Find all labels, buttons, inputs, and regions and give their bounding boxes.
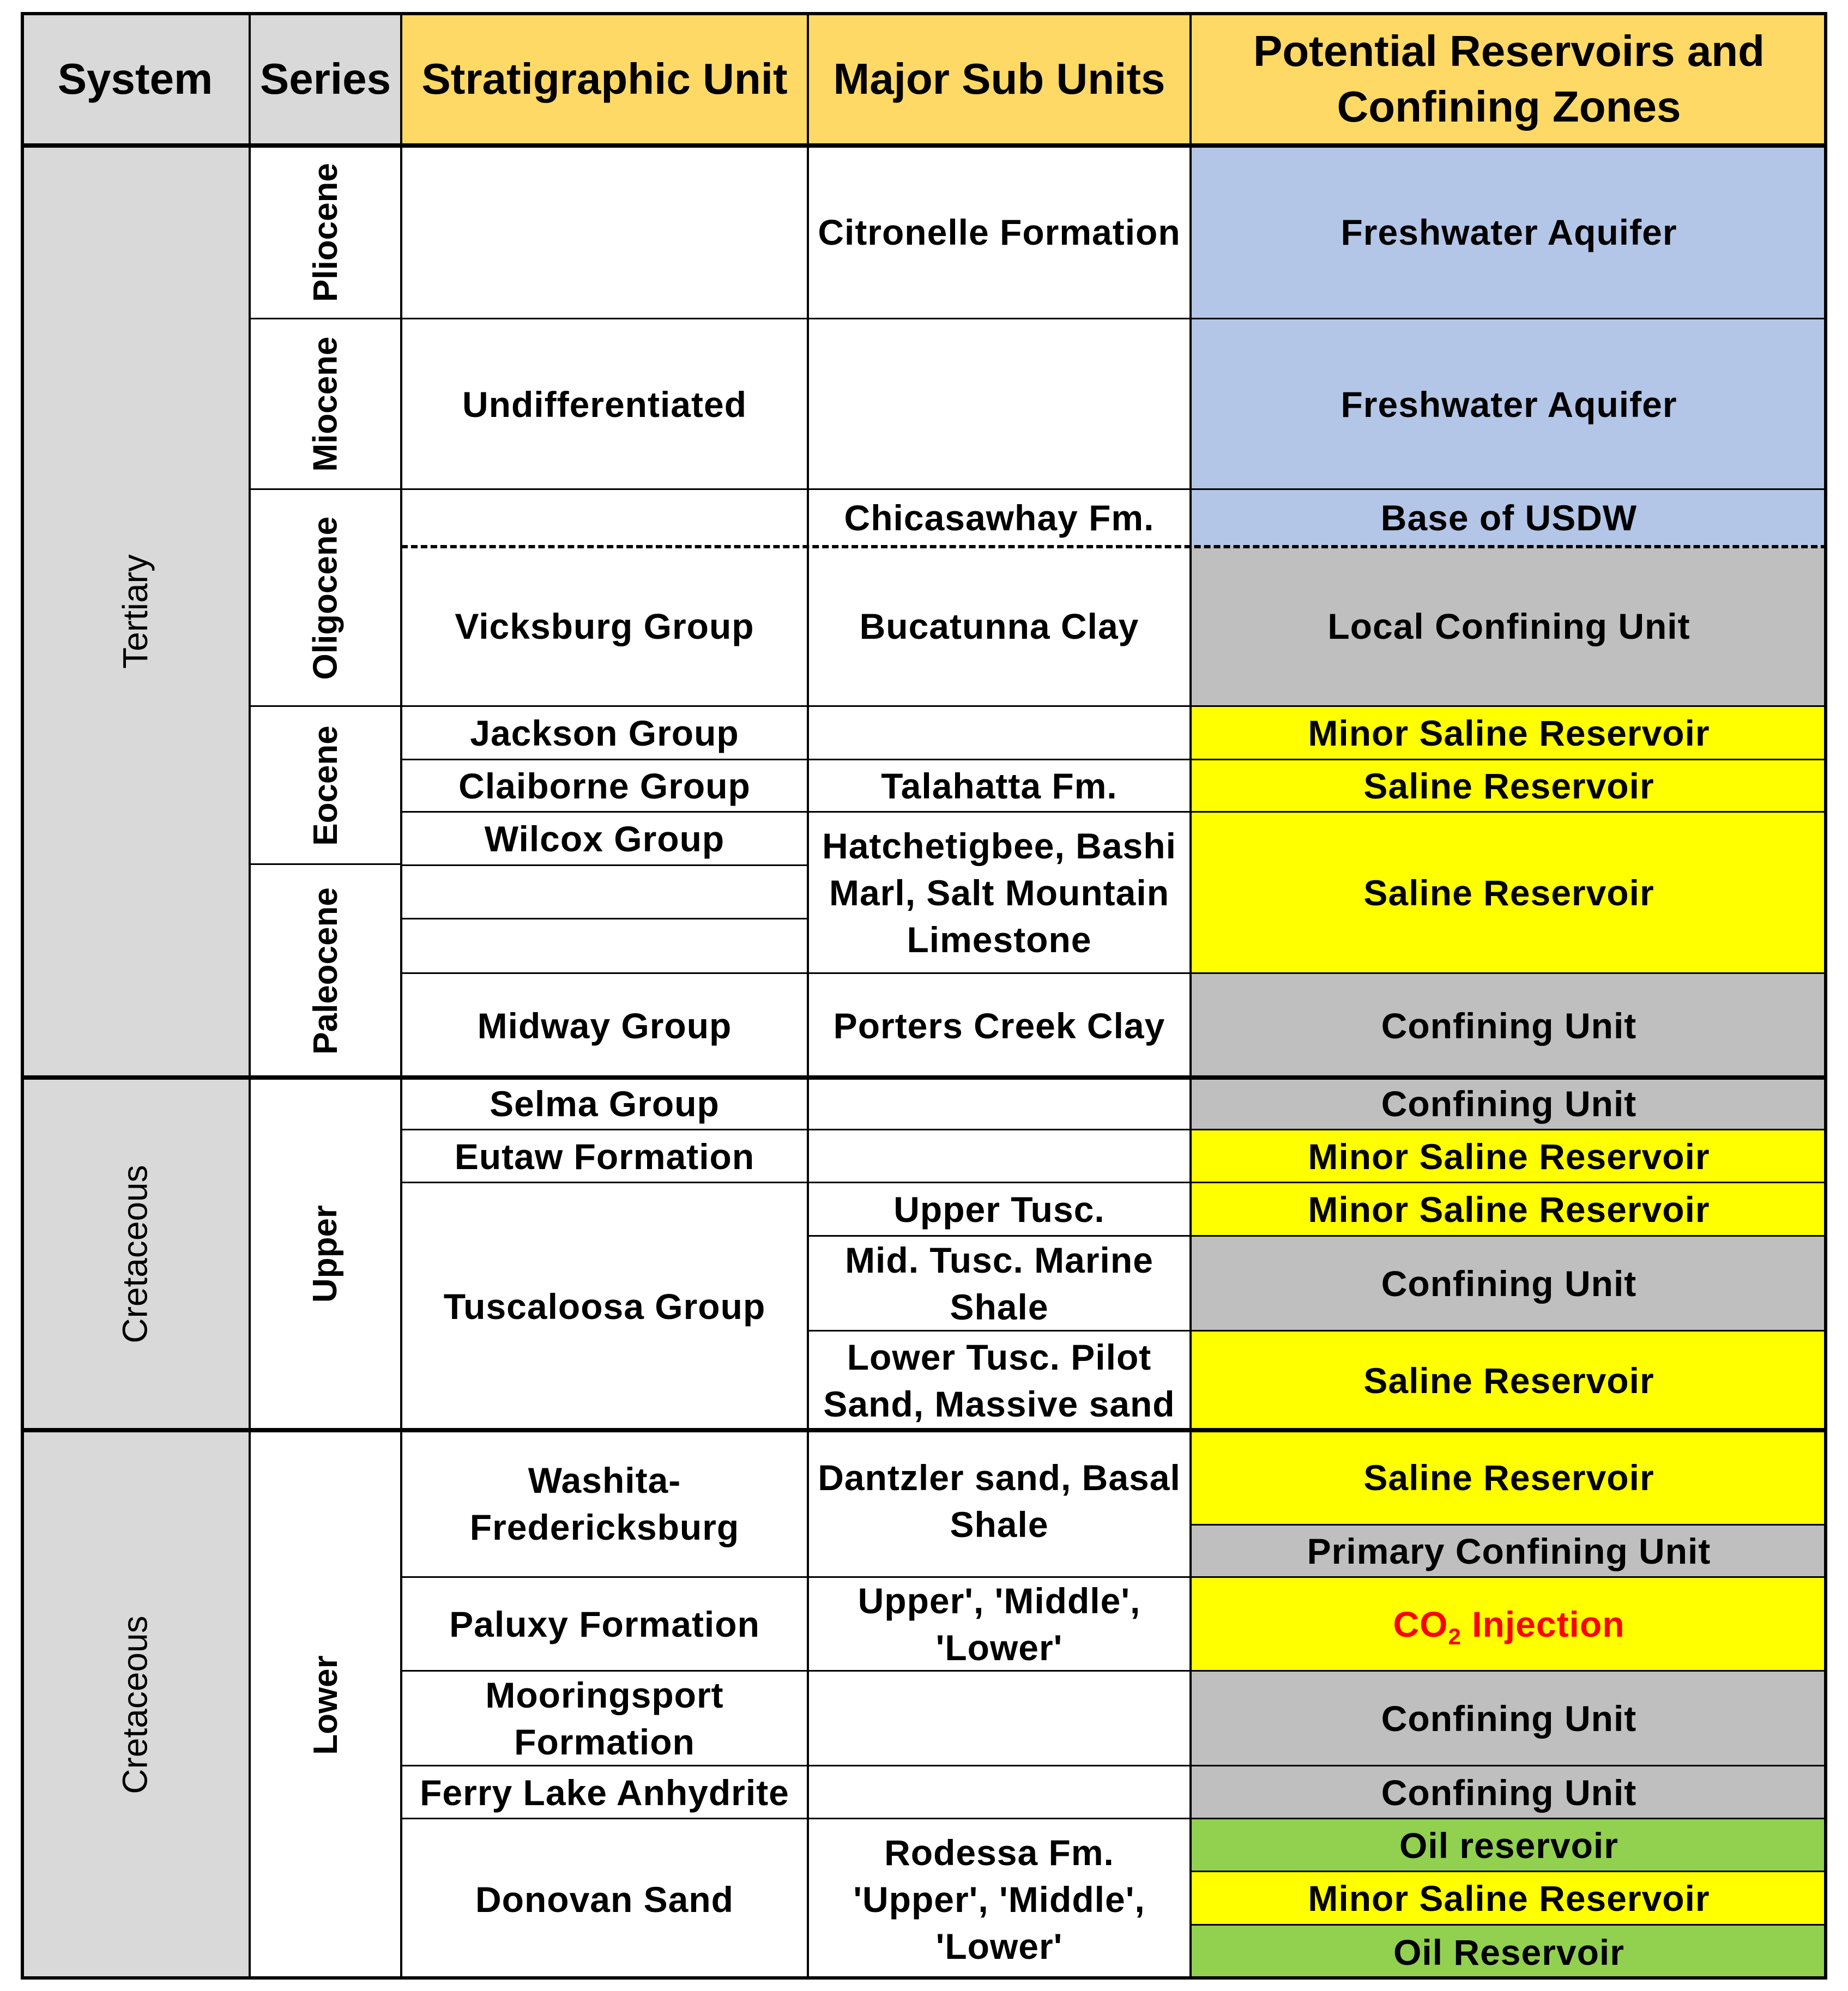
system-lower-cretaceous: Cretaceous (21, 1430, 250, 1980)
line-upper-mid-tusc (808, 1235, 1827, 1237)
zone-local-confining-unit: Local Confining Unit (1191, 546, 1827, 706)
line-ferry-lake-donovan (401, 1818, 1827, 1819)
unit-wilcox: Wilcox Group (484, 819, 725, 859)
sub-bucatunna: Bucatunna Clay (859, 606, 1139, 646)
sub-hatchetigbee: Hatchetigbee, Bashi Marl, Salt Mountain Limestone (822, 826, 1176, 960)
sub-chicasawhay: Chicasawhay Fm. (844, 498, 1155, 538)
usdw-dashed-boundary (401, 545, 1827, 548)
line-mooringsport-ferry-lake (401, 1765, 1827, 1766)
line-miocene-oligocene (250, 488, 1827, 490)
line-jackson-claiborne (401, 759, 1827, 760)
zone-confining-unit-2: Confining Unit (1191, 1078, 1827, 1130)
line-paluxy-mooringsport (401, 1670, 1827, 1672)
zone-saline-reservoir-2: Saline Reservoir (1191, 812, 1827, 973)
zone-minor-saline-reservoir-2: Minor Saline Reservoir (1191, 1130, 1827, 1183)
zone-confining-unit-4: Confining Unit (1191, 1671, 1827, 1766)
unit-donovan: Donovan Sand (475, 1879, 734, 1920)
col-line-4 (1189, 12, 1192, 1980)
col-line-3 (807, 12, 809, 1980)
zone-base-of-usdw: Base of USDW (1191, 489, 1827, 546)
line-blank-blank (401, 918, 808, 919)
unit-selma: Selma Group (490, 1084, 720, 1124)
sub-paluxy: Upper', 'Middle', 'Lower' (857, 1581, 1141, 1668)
zone-confining-unit-1: Confining Unit (1191, 973, 1827, 1078)
line-claiborne-wilcox (401, 811, 1827, 813)
zone-saline-reservoir-3: Saline Reservoir (1191, 1331, 1827, 1430)
col-line-2 (400, 12, 402, 1980)
series-miocene: Miocene (306, 336, 345, 472)
unit-undifferentiated: Undifferentiated (462, 384, 747, 425)
header-potential-reservoirs: Potential Reservoirs and Confining Zones (1191, 12, 1827, 146)
tertiary-cretaceous-line (21, 1075, 1827, 1080)
zone-minor-saline-reservoir-4: Minor Saline Reservoir (1191, 1872, 1827, 1925)
line-eutaw-tuscaloosa (401, 1182, 1827, 1183)
system-upper-cretaceous: Cretaceous (21, 1078, 250, 1430)
line-selma-eutaw (401, 1129, 1827, 1130)
border-left (21, 12, 24, 1980)
zone-confining-unit-5: Confining Unit (1191, 1766, 1827, 1819)
zone-oil-reservoir-2: Oil Reservoir (1191, 1925, 1827, 1980)
series-lower: Lower (306, 1655, 345, 1755)
zone-saline-reservoir-1: Saline Reservoir (1191, 760, 1827, 812)
unit-claiborne: Claiborne Group (458, 766, 751, 806)
series-upper: Upper (306, 1205, 345, 1303)
sub-citronelle: Citronelle Formation (818, 212, 1181, 252)
unit-eutaw: Eutaw Formation (454, 1136, 755, 1177)
header-major-sub-units: Major Sub Units (808, 12, 1191, 146)
series-pliocene: Pliocene (306, 162, 345, 302)
border-right (1824, 12, 1827, 1980)
sub-mid-tusc: Mid. Tusc. Marine Shale (845, 1240, 1154, 1327)
col-line-1 (249, 12, 251, 1980)
system-tertiary: Tertiary (21, 146, 250, 1078)
header-series: Series (250, 12, 401, 146)
line-oil-minor-saline (1191, 1871, 1827, 1872)
unit-mooringsport: Mooringsport Formation (485, 1675, 724, 1762)
co2-label: $CO_2$ Injection (1393, 1604, 1625, 1649)
series-paleocene: Paleocene (306, 887, 345, 1055)
unit-ferry-lake: Ferry Lake Anhydrite (420, 1772, 789, 1813)
sub-upper-tusc: Upper Tusc. (893, 1189, 1105, 1230)
sub-lower-tusc: Lower Tusc. Pilot Sand, Massive sand (823, 1337, 1175, 1424)
header-system: System (21, 12, 250, 146)
sub-dantzler: Dantzler sand, Basal Shale (818, 1457, 1181, 1545)
unit-washita-fredericksburg: Washita-Fredericksburg (469, 1460, 740, 1547)
unit-paluxy: Paluxy Formation (449, 1604, 760, 1644)
line-eocene-paleocene (250, 863, 401, 865)
series-eocene: Eocene (306, 725, 345, 846)
line-mid-lower-tusc (808, 1330, 1827, 1332)
zone-freshwater-aquifer-2: Freshwater Aquifer (1191, 319, 1827, 489)
series-oligocene: Oligocene (306, 516, 345, 680)
sub-porters-creek: Porters Creek Clay (833, 1005, 1165, 1046)
zone-oil-reservoir-1: Oil reservoir (1191, 1819, 1827, 1872)
line-wilcox-blank (401, 864, 808, 866)
zone-minor-saline-reservoir-3: Minor Saline Reservoir (1191, 1183, 1827, 1236)
zone-co2-injection (1191, 1577, 1827, 1671)
sub-rodessa: Rodessa Fm. 'Upper', 'Middle', 'Lower' (853, 1832, 1145, 1966)
line-saline-primary-confining (1191, 1524, 1827, 1526)
zone-minor-saline-reservoir-1: Minor Saline Reservoir (1191, 706, 1827, 760)
unit-vicksburg: Vicksburg Group (455, 606, 754, 646)
zone-freshwater-aquifer-1: Freshwater Aquifer (1191, 146, 1827, 319)
zone-primary-confining-unit: Primary Confining Unit (1191, 1525, 1827, 1577)
line-pliocene-miocene (250, 318, 1827, 319)
line-oligocene-eocene (250, 705, 1827, 707)
unit-midway: Midway Group (477, 1005, 732, 1046)
stratigraphic-table (21, 12, 1827, 1980)
unit-jackson: Jackson Group (470, 713, 739, 753)
header-stratigraphic-unit: Stratigraphic Unit (401, 12, 808, 146)
unit-tuscaloosa: Tuscaloosa Group (443, 1286, 766, 1327)
border-bottom (21, 1976, 1827, 1980)
line-washita-paluxy (401, 1576, 1827, 1578)
line-blank-midway (401, 972, 1827, 974)
line-minor-saline-oil (1191, 1924, 1827, 1926)
border-top (21, 12, 1827, 15)
header-bottom-line (21, 143, 1827, 148)
sub-talahatta: Talahatta Fm. (881, 766, 1118, 806)
upper-lower-cretaceous-line (21, 1428, 1827, 1432)
zone-saline-reservoir-4: Saline Reservoir (1191, 1430, 1827, 1525)
zone-confining-unit-3: Confining Unit (1191, 1236, 1827, 1331)
